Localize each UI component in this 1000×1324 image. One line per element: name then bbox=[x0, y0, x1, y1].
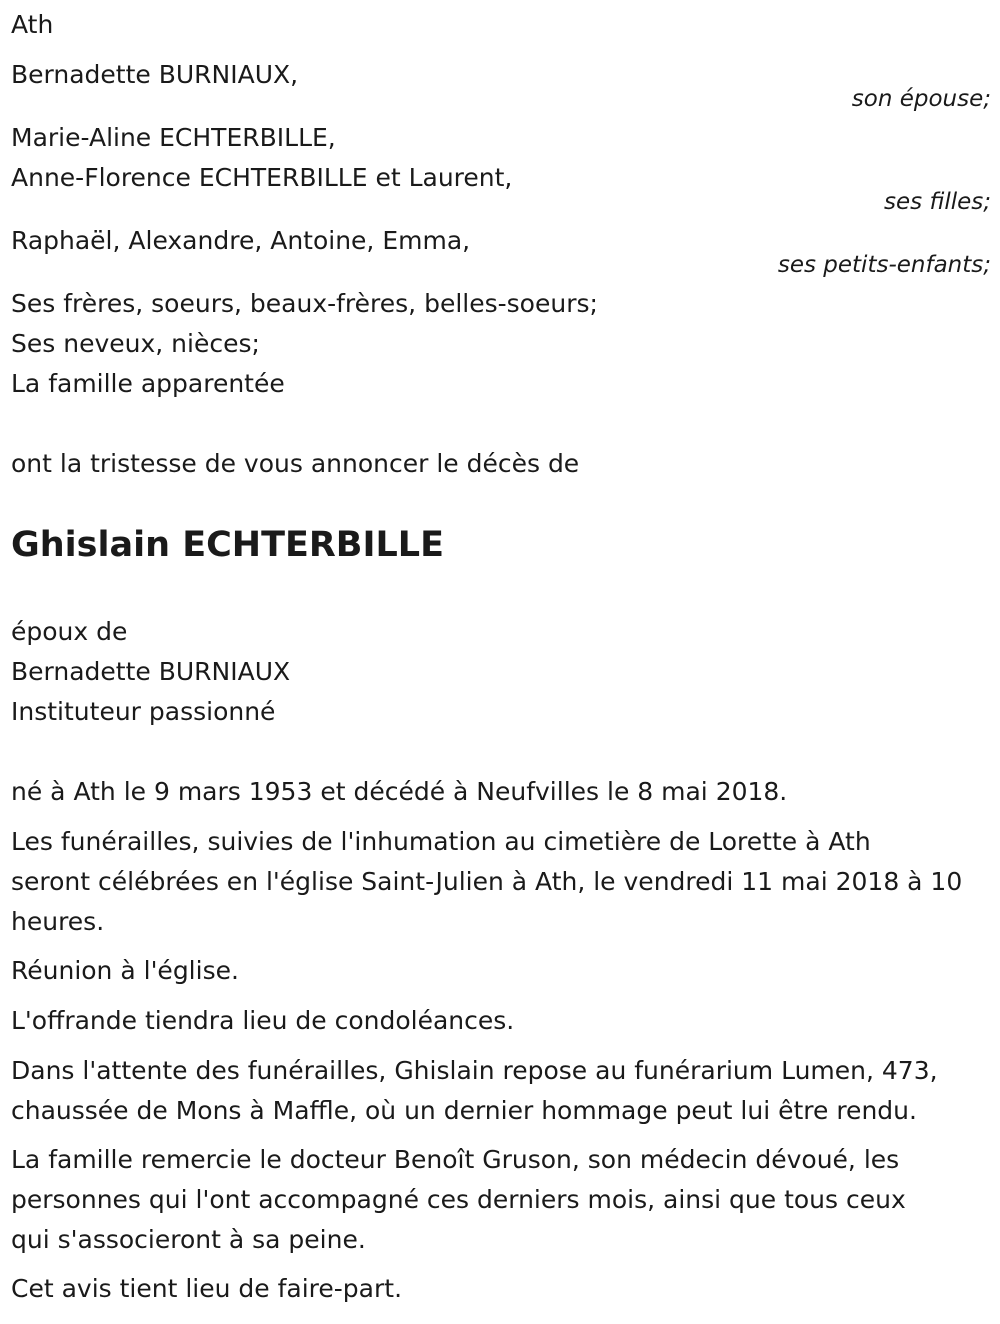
daughter-1: Marie-Aline ECHTERBILLE, bbox=[11, 123, 336, 152]
daughters-role: ses filles; bbox=[884, 189, 991, 215]
deceased-detail: Instituteur passionné bbox=[11, 697, 276, 726]
thanks-paragraph-line: La famille remercie le docteur Benoît Gruson, son médecin dévoué, les bbox=[11, 1145, 900, 1174]
thanks-paragraph-line: personnes qui l'ont accompagné ces derniers mois, ainsi que tous ceux bbox=[11, 1185, 906, 1214]
closing-line: Cet avis tient lieu de faire-part. bbox=[11, 1274, 403, 1303]
relatives-line: La famille apparentée bbox=[11, 369, 285, 398]
deceased-detail: époux de bbox=[11, 617, 128, 646]
daughter-2: Anne-Florence ECHTERBILLE et Laurent, bbox=[11, 163, 513, 192]
deceased-detail: Bernadette BURNIAUX bbox=[11, 657, 291, 686]
thanks-paragraph-line: qui s'associeront à sa peine. bbox=[11, 1225, 366, 1254]
funeral-paragraph-line: seront célébrées en l'église Saint-Julien à Ath, le vendredi 11 mai 2018 à 10 bbox=[11, 867, 963, 896]
relatives-line: Ses frères, soeurs, beaux-frères, belles-soeurs; bbox=[11, 289, 598, 318]
meeting-line: Réunion à l'église. bbox=[11, 956, 239, 985]
deceased-name: Ghislain ECHTERBILLE bbox=[11, 525, 445, 565]
grandchildren-role: ses petits-enfants; bbox=[777, 252, 991, 278]
funeral-paragraph-line: heures. bbox=[11, 907, 105, 936]
rest-paragraph-line: Dans l'attente des funérailles, Ghislain repose au funérarium Lumen, 473, bbox=[11, 1056, 938, 1085]
grandchildren-names: Raphaël, Alexandre, Antoine, Emma, bbox=[11, 226, 471, 255]
offering-line: L'offrande tiendra lieu de condoléances. bbox=[11, 1006, 515, 1035]
funeral-paragraph-line: Les funérailles, suivies de l'inhumation au cimetière de Lorette à Ath bbox=[11, 827, 871, 856]
relatives-line: Ses neveux, nièces; bbox=[11, 329, 260, 358]
rest-paragraph-line: chaussée de Mons à Maffle, où un dernier hommage peut lui être rendu. bbox=[11, 1096, 917, 1125]
place-line: Ath bbox=[11, 10, 54, 39]
birth-death-line: né à Ath le 9 mars 1953 et décédé à Neufvilles le 8 mai 2018. bbox=[11, 777, 788, 806]
announcement-text: ont la tristesse de vous annoncer le décès de bbox=[11, 449, 580, 478]
spouse-name: Bernadette BURNIAUX, bbox=[11, 60, 299, 89]
spouse-role: son épouse; bbox=[851, 86, 991, 112]
